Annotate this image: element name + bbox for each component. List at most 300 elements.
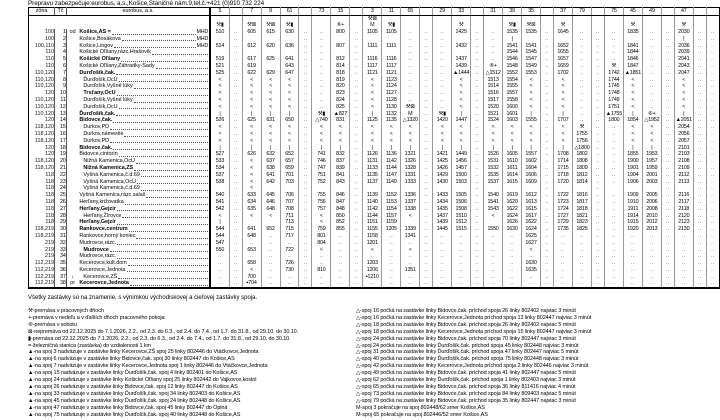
time-cell: .. (674, 233, 693, 240)
time-cell: 1159 (382, 219, 401, 226)
time-cell: 1835 (623, 29, 642, 36)
station-row (29, 117, 720, 124)
time-cell: ⚒ (604, 63, 623, 70)
time-cell: .. (229, 233, 242, 240)
time-cell: | (452, 110, 471, 117)
time-cell: .. (350, 273, 363, 280)
time-cell: ⑥+ (484, 63, 503, 70)
station-name: Mudrovce,rázc. (78, 253, 210, 260)
zone-cell: 118,120 (29, 165, 55, 172)
zone-cell: 219 (29, 253, 55, 260)
time-cell: .. (623, 267, 642, 274)
time-cell: .. (331, 240, 350, 247)
zone-cell: 110 (29, 56, 55, 63)
time-cell: .. (484, 260, 503, 267)
tc-cell: 31 (54, 233, 66, 240)
time-cell: 544 (210, 233, 229, 240)
time-cell: .. (706, 253, 719, 260)
time-cell: .. (693, 63, 706, 70)
time-cell: 1513 (484, 76, 503, 83)
time-cell: .. (433, 49, 452, 56)
time-cell: 825 (331, 104, 350, 111)
time-cell: .. (706, 212, 719, 219)
time-cell: 1847 (623, 63, 642, 70)
od-pr-marker (66, 49, 78, 56)
time-cell: .. (229, 280, 242, 288)
time-cell: | (280, 144, 299, 151)
time-cell: .. (471, 192, 484, 199)
time-cell: .. (572, 246, 591, 253)
time-cell: .. (661, 49, 674, 56)
time-cell: 831 (331, 117, 350, 124)
day-symbol (706, 22, 719, 29)
time-cell: 1914 (623, 212, 642, 219)
time-cell: .. (452, 253, 471, 260)
time-cell: 1111 (363, 42, 382, 49)
time-cell: .. (693, 240, 706, 247)
time-cell: 1526 (484, 151, 503, 158)
time-cell: .. (541, 70, 554, 77)
time-cell: < (642, 124, 661, 131)
time-cell: < (242, 90, 261, 97)
station-row (29, 63, 720, 70)
time-cell: 1158 (363, 233, 382, 240)
legend-item: ▲-na spoj 7 nadväzuje v zastávke linky Kecerovce,Jednota spoj 1 linky 802446 do Vtáčkovce,Jednota (28, 363, 268, 370)
time-cell: .. (210, 253, 229, 260)
time-cell: 1456 (452, 158, 471, 165)
time-cell: .. (350, 158, 363, 165)
station-row (29, 199, 720, 206)
time-cell: .. (503, 273, 522, 280)
time-cell: < (363, 97, 382, 104)
time-cell: .. (433, 280, 452, 288)
tc-cell: 6 (54, 63, 66, 70)
station-row (29, 131, 720, 138)
time-cell: .. (433, 29, 452, 36)
time-cell: .. (693, 42, 706, 49)
time-cell: 2113 (674, 178, 693, 185)
time-cell: 547 (210, 240, 229, 247)
time-cell: .. (693, 83, 706, 90)
time-cell (363, 49, 382, 56)
od-pr-marker (66, 97, 78, 104)
time-cell: .. (350, 246, 363, 253)
time-cell: 804 (312, 240, 331, 247)
time-cell: .. (706, 185, 719, 192)
time-cell: .. (433, 267, 452, 274)
time-cell: .. (541, 172, 554, 179)
time-cell: .. (591, 70, 604, 77)
legend-item: △-spoj 16 počká na zastávke linky Kecerovce,Jednota príchod spoja 13 linky 802447 najviac 3 minút (356, 314, 592, 321)
time-cell: .. (572, 56, 591, 63)
time-cell: .. (541, 131, 554, 138)
zone-cell: 118,120 (29, 131, 55, 138)
time-cell: .. (229, 83, 242, 90)
time-cell: .. (706, 280, 719, 288)
time-cell: 625 (242, 117, 261, 124)
day-symbol (674, 15, 693, 22)
time-cell: | (280, 110, 299, 117)
time-cell: 2036 (674, 42, 693, 49)
station-name: Bidovce,čak. (78, 144, 210, 151)
time-cell: 519 (210, 56, 229, 63)
time-cell: 1140 (363, 199, 382, 206)
time-cell: 2041 (674, 56, 693, 63)
zone-cell: 100 (29, 29, 55, 36)
time-cell: < (280, 76, 299, 83)
time-cell (261, 185, 280, 192)
time-cell: 1722 (553, 192, 572, 199)
time-cell: 2003 (642, 178, 661, 185)
time-cell: .. (604, 253, 623, 260)
time-cell: .. (591, 83, 604, 90)
od-pr-marker (66, 63, 78, 70)
time-cell: 852 (331, 219, 350, 226)
time-cell: .. (541, 83, 554, 90)
time-cell: 2117 (674, 199, 693, 206)
time-cell: .. (604, 42, 623, 49)
time-cell: < (452, 104, 471, 111)
time-cell: 824 (331, 97, 350, 104)
day-symbol: ⑥+ (331, 22, 350, 29)
time-cell: 542 (210, 206, 229, 213)
od-pr-marker (66, 70, 78, 77)
time-cell: .. (572, 42, 591, 49)
time-cell: .. (350, 124, 363, 131)
time-cell: .. (541, 280, 554, 288)
tc-cell: 17 (54, 138, 66, 145)
time-cell: .. (471, 165, 484, 172)
time-cell: 1137 (363, 178, 382, 185)
time-cell: 1615 (522, 206, 541, 213)
time-cell: 1437 (452, 56, 471, 63)
legend-item: △-spoj 40 počká na zastávke linky Ďurďošík,čak. príchod spoja 75 linky 802448 najviac 3 minút (356, 356, 579, 363)
station-row (29, 273, 720, 280)
time-cell: .. (674, 260, 693, 267)
time-cell: | (674, 36, 693, 43)
od-pr-marker (66, 104, 78, 111)
day-symbol (623, 15, 642, 22)
time-cell: 1959 (642, 165, 661, 172)
trip-number-header: 35 (522, 8, 541, 16)
time-cell: 1506 (452, 199, 471, 206)
time-cell: .. (522, 273, 541, 280)
time-cell: .. (706, 83, 719, 90)
time-cell: .. (229, 165, 242, 172)
time-cell: .. (591, 260, 604, 267)
time-cell: .. (674, 253, 693, 260)
zone-cell: 118,120 (29, 124, 55, 131)
time-cell: .. (642, 280, 661, 288)
time-cell: .. (261, 246, 280, 253)
time-cell: 1153 (382, 199, 401, 206)
time-cell: 1823 (572, 219, 591, 226)
time-cell: 1720 (553, 178, 572, 185)
time-cell: 1755 (572, 131, 591, 138)
time-cell: .. (350, 144, 363, 151)
zone-cell: 120 (29, 151, 55, 158)
time-cell: .. (350, 253, 363, 260)
time-cell: < (433, 138, 452, 145)
time-cell: .. (661, 110, 674, 117)
od-pr-marker (66, 138, 78, 145)
time-cell: .. (693, 280, 706, 288)
od-pr-marker (66, 151, 78, 158)
time-cell: < (452, 124, 471, 131)
time-cell: 1339 (401, 226, 420, 233)
time-cell: 2118 (674, 206, 693, 213)
trip-number-header (350, 8, 363, 16)
time-cell: .. (229, 226, 242, 233)
legend-item: M-spoj 3 pokračuje na spoj 802448/62 smer Košice,AS (356, 404, 485, 411)
time-cell: .. (420, 151, 433, 158)
time-cell: 1818 (572, 206, 591, 213)
time-cell: 2006 (642, 199, 661, 206)
time-cell: | (522, 110, 541, 117)
trip-number-header: 37 (553, 8, 572, 16)
time-cell: .. (229, 273, 242, 280)
time-cell: .. (401, 280, 420, 288)
time-cell: .. (623, 280, 642, 288)
time-cell: .. (261, 267, 280, 274)
time-cell: .. (280, 273, 299, 280)
time-cell: .. (661, 63, 674, 70)
time-cell: 1624 (503, 212, 522, 219)
time-cell: 1135 (363, 172, 382, 179)
time-cell: .. (471, 104, 484, 111)
time-cell: .. (541, 110, 554, 117)
time-cell: .. (433, 42, 452, 49)
time-cell: .. (350, 49, 363, 56)
station-row (29, 110, 720, 117)
time-cell: .. (661, 76, 674, 83)
time-cell: .. (471, 42, 484, 49)
time-cell: < (210, 212, 229, 219)
time-cell: 1900 (623, 158, 642, 165)
time-cell: < (522, 76, 541, 83)
time-cell: .. (350, 192, 363, 199)
station-name: Vyšná Kamenica,č.d.69 (78, 185, 210, 192)
time-cell: .. (261, 233, 280, 240)
time-cell: .. (471, 151, 484, 158)
day-symbol (661, 15, 674, 22)
time-cell: 1624 (522, 226, 541, 233)
time-cell: < (242, 172, 261, 179)
time-cell: < (674, 90, 693, 97)
od-pr-marker: ↓ (71, 273, 75, 280)
time-cell: .. (591, 178, 604, 185)
time-cell: .. (706, 97, 719, 104)
time-cell: < (503, 138, 522, 145)
time-cell: .. (452, 233, 471, 240)
time-cell: .. (623, 253, 642, 260)
time-cell: < (553, 138, 572, 145)
time-cell: 1206 (363, 267, 382, 274)
time-cell: .. (261, 240, 280, 247)
time-cell: < (363, 90, 382, 97)
time-cell: .. (604, 199, 623, 206)
zone-cell: 219 (29, 240, 55, 247)
station-row (29, 56, 720, 63)
time-cell: .. (661, 199, 674, 206)
time-cell: .. (706, 246, 719, 253)
trip-number-header: 65 (401, 8, 420, 16)
time-cell: .. (420, 240, 433, 247)
time-cell: 634 (242, 199, 261, 206)
time-cell: .. (661, 124, 674, 131)
day-symbol: ⚒▮ (382, 22, 401, 29)
time-cell: | (210, 144, 229, 151)
time-cell: .. (382, 267, 401, 274)
time-cell: .. (642, 63, 661, 70)
day-symbol (484, 15, 503, 22)
time-cell: .. (661, 117, 674, 124)
time-cell: < (522, 90, 541, 97)
time-cell (382, 36, 401, 43)
time-cell: .. (420, 49, 433, 56)
time-cell: < (363, 124, 382, 131)
time-cell: < (433, 131, 452, 138)
time-cell: .. (420, 83, 433, 90)
time-cell: < (242, 97, 261, 104)
time-cell: 1142 (382, 158, 401, 165)
time-cell: 1821 (572, 212, 591, 219)
trip-number-header: 73 (312, 8, 331, 16)
trip-number-header (299, 8, 312, 16)
time-cell: 647 (280, 70, 299, 77)
station-name: Rankovce,centrum (78, 226, 210, 233)
time-cell: < (452, 138, 471, 145)
time-cell: < (553, 83, 572, 90)
tc-cell: 33 (54, 246, 66, 253)
time-cell: 1521 (484, 110, 503, 117)
time-cell: .. (572, 76, 591, 83)
time-cell: 1321 (401, 151, 420, 158)
time-cell (261, 49, 280, 56)
time-cell: .. (350, 56, 363, 63)
time-cell: .. (299, 76, 312, 83)
time-cell: .. (331, 253, 350, 260)
legend-item: △-spoj 16 počká na zastávke linky Bidovce,čak. príchod spoja 26 linky 802402 najviac 3 minút (356, 308, 576, 314)
time-cell: 810 (312, 267, 331, 274)
tc-cell: 3 (54, 42, 66, 49)
time-cell: .. (693, 76, 706, 83)
trip-number-header: 3 (363, 8, 382, 16)
time-cell: < (484, 124, 503, 131)
time-cell: < (642, 131, 661, 138)
day-symbol: ⚒⊠ (522, 22, 541, 29)
time-cell (210, 36, 229, 43)
time-cell: .. (261, 273, 280, 280)
time-cell: .. (591, 138, 604, 145)
time-cell: .. (299, 253, 312, 260)
time-cell: .. (299, 97, 312, 104)
time-cell: .. (661, 83, 674, 90)
time-cell: < (261, 104, 280, 111)
time-cell: 1715 (553, 165, 572, 172)
time-cell: < (484, 138, 503, 145)
zone-cell: 112,219 (29, 280, 55, 288)
time-cell: 622 (242, 70, 261, 77)
time-cell: 837 (331, 158, 350, 165)
time-cell: .. (420, 178, 433, 185)
time-cell: 1425 (433, 158, 452, 165)
time-cell (210, 185, 229, 192)
station-row (29, 49, 720, 56)
time-cell: .. (280, 240, 299, 247)
time-cell: | (642, 144, 661, 151)
day-symbol (471, 15, 484, 22)
time-cell: .. (522, 253, 541, 260)
station-name: Vyšná Kamenica,č.d.69 (78, 172, 210, 179)
time-cell: 1516 (484, 90, 503, 97)
time-cell: .. (572, 36, 591, 43)
time-cell: .. (471, 219, 484, 226)
time-cell: < (623, 104, 642, 111)
time-cell: .. (604, 178, 623, 185)
time-cell: .. (572, 240, 591, 247)
time-cell: .. (350, 267, 363, 274)
time-cell: 2001 (642, 172, 661, 179)
time-cell: 2043 (674, 63, 693, 70)
time-cell: .. (541, 36, 554, 43)
time-cell (604, 185, 623, 192)
od-pr-marker (66, 178, 78, 185)
time-cell: 1729 (553, 219, 572, 226)
station-name: Nižná Kamenica,OcÚ (78, 158, 210, 165)
time-cell: 1744 (604, 76, 623, 83)
time-cell: .. (312, 49, 331, 56)
time-cell: 1756 (572, 138, 591, 145)
time-cell (522, 36, 541, 43)
time-cell: 1116 (382, 56, 401, 63)
zone-cell: 112,219 (29, 267, 55, 274)
time-cell: < (553, 131, 572, 138)
legend-item: △-spoj 62 počká na zastávke linky Ďurďošík,čak. príchod spoja 1 linky 802403 najviac 3 minút (356, 377, 576, 384)
tc-cell: 27 (54, 206, 66, 213)
time-cell: | (503, 36, 522, 43)
zone-cell: 100 (29, 36, 55, 43)
trip-number-header: 49 (642, 8, 661, 16)
time-cell: | (261, 110, 280, 117)
time-cell: < (280, 131, 299, 138)
time-cell: 1341 (401, 233, 420, 240)
time-cell: .. (471, 178, 484, 185)
time-cell: | (503, 144, 522, 151)
tc-cell: 4 (54, 49, 66, 56)
station-row (29, 172, 720, 179)
time-cell (452, 185, 471, 192)
time-cell: .. (299, 192, 312, 199)
station-row (29, 70, 720, 77)
time-cell: .. (484, 280, 503, 288)
time-cell: .. (541, 192, 554, 199)
time-cell: 605 (242, 29, 261, 36)
time-cell: .. (433, 97, 452, 104)
time-cell (261, 63, 280, 70)
time-cell: 1105 (363, 29, 382, 36)
time-cell: .. (591, 124, 604, 131)
time-cell: 2012 (642, 219, 661, 226)
time-cell: .. (299, 110, 312, 117)
time-cell: 635 (242, 206, 261, 213)
time-cell: 756 (312, 199, 331, 206)
time-cell: .. (541, 273, 554, 280)
time-cell: .. (229, 185, 242, 192)
time-cell: 1601 (503, 110, 522, 117)
time-cell: .. (229, 138, 242, 145)
time-cell: .. (420, 144, 433, 151)
